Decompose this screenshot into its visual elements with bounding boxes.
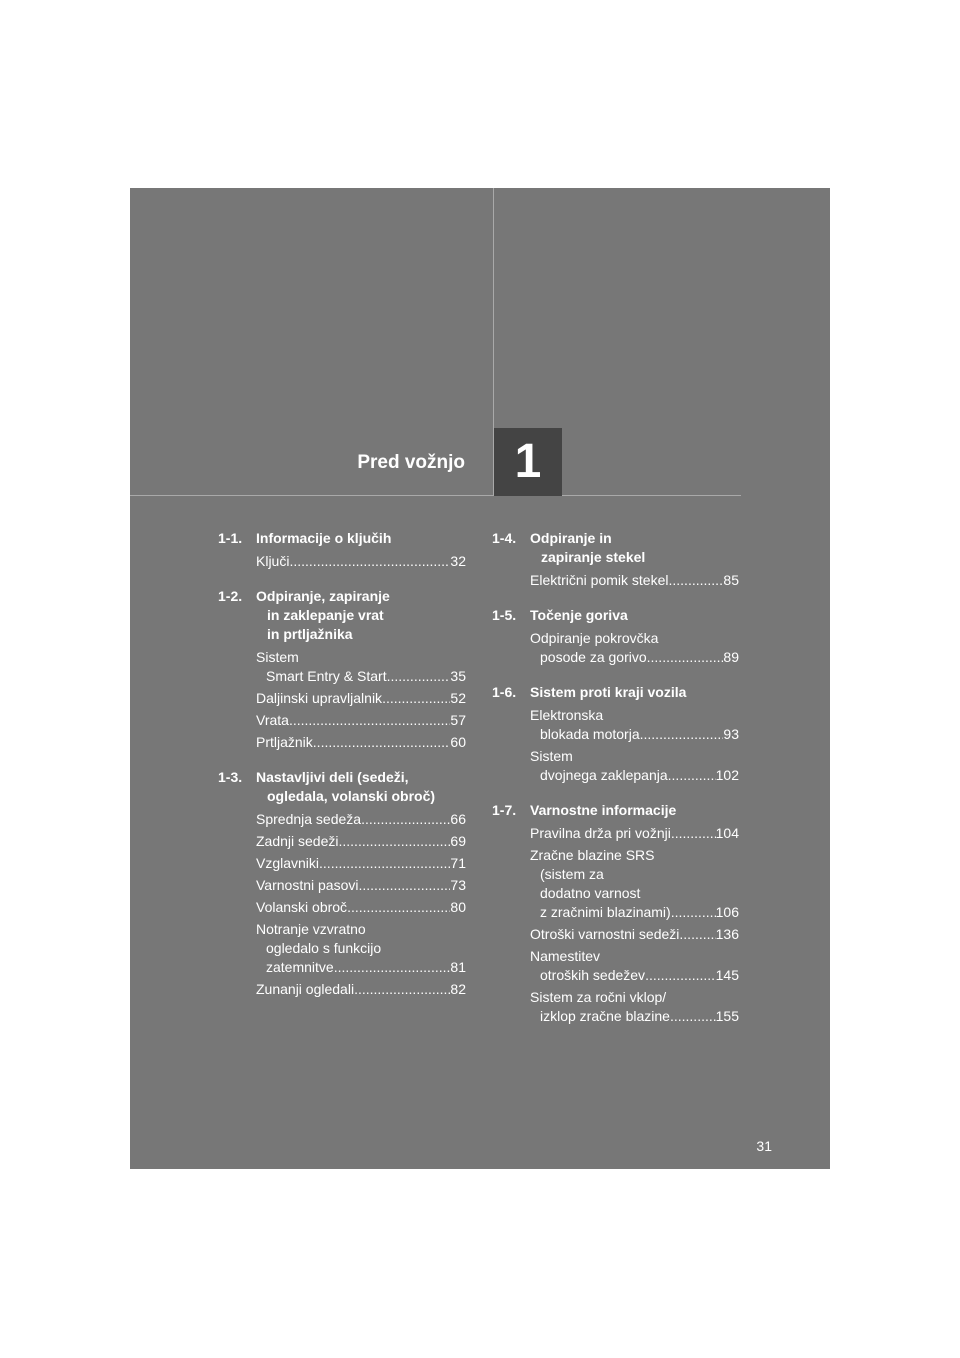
section-title <box>530 801 739 820</box>
dot-leader <box>645 966 716 985</box>
section-heading <box>492 606 739 625</box>
section-number: 1-2. <box>218 588 243 604</box>
entry-page-number: 32 <box>450 553 466 569</box>
section-title <box>530 606 739 625</box>
section-entries <box>256 648 466 752</box>
entry-page-number: 93 <box>723 726 739 742</box>
section-number: 1-6. <box>492 684 517 700</box>
section-title-line: in zaklepanje vrat <box>267 607 384 623</box>
entry-text: Vzglavniki <box>256 855 320 871</box>
entry-last-line <box>256 733 466 752</box>
entry-page-number: 104 <box>715 825 739 841</box>
section-title-line: in prtljažnika <box>267 626 353 642</box>
entry-text-line: dodatno varnost <box>540 885 641 901</box>
toc-entry[interactable] <box>256 876 466 895</box>
section-title <box>530 683 739 702</box>
entry-page-number: 102 <box>715 767 739 783</box>
chapter-title: Pred vožnjo <box>357 452 465 473</box>
entry-page-number: 71 <box>450 855 466 871</box>
entry-page-number: 81 <box>450 959 466 975</box>
toc-entry[interactable] <box>256 810 466 829</box>
toc-section <box>218 768 466 999</box>
section-title-line: Sistem proti kraji vozila <box>530 684 687 700</box>
section-title <box>256 768 466 806</box>
entry-text: Prtljažnik <box>256 734 313 750</box>
entry-page-number: 89 <box>723 649 739 665</box>
entry-page-number: 82 <box>450 981 466 997</box>
dot-leader <box>334 958 451 977</box>
section-heading <box>218 529 466 548</box>
entry-last-line <box>530 966 739 985</box>
toc-entry[interactable] <box>530 747 739 785</box>
entry-last-line <box>530 925 739 944</box>
entry-last-line <box>256 876 466 895</box>
toc-section <box>492 801 739 1026</box>
dot-leader <box>289 552 450 571</box>
toc-left-column <box>218 529 466 1015</box>
section-title-line: Točenje goriva <box>530 607 628 623</box>
dot-leader <box>679 925 715 944</box>
entry-text-line: Sistem za ročni vklop/ <box>530 989 667 1005</box>
entry-last-line <box>256 667 466 686</box>
entry-text: Električni pomik stekel <box>530 572 669 588</box>
entry-text-line: Notranje vzvratno <box>256 921 366 937</box>
dot-leader <box>670 1007 716 1026</box>
toc-section <box>218 529 466 571</box>
section-number: 1-1. <box>218 530 243 546</box>
entry-page-number: 145 <box>715 967 739 983</box>
chapter-number: 1 <box>514 435 542 488</box>
dot-leader <box>313 733 451 752</box>
section-entries <box>530 824 739 1026</box>
entry-page-number: 66 <box>450 811 466 827</box>
dot-leader <box>358 876 450 895</box>
section-title <box>530 529 739 567</box>
entry-last-line <box>256 854 466 873</box>
entry-text: Varnostni pasovi <box>256 877 359 893</box>
dot-leader <box>671 824 716 843</box>
entry-text: Smart Entry & Start <box>266 668 387 684</box>
toc-entry[interactable] <box>256 711 466 730</box>
entry-text-line: Sistem <box>530 748 573 764</box>
entry-text: Zadnji sedeži <box>256 833 339 849</box>
entry-last-line <box>530 648 739 667</box>
entry-page-number: 85 <box>723 572 739 588</box>
toc-entry[interactable] <box>530 629 739 667</box>
section-entries <box>256 552 466 571</box>
entry-last-line <box>256 980 466 999</box>
divider-horizontal <box>130 495 741 496</box>
section-entries <box>530 629 739 667</box>
section-number: 1-3. <box>218 769 243 785</box>
section-entries <box>530 706 739 785</box>
entry-text: Otroški varnostni sedeži <box>530 926 680 942</box>
entry-text-line: Odpiranje pokrovčka <box>530 630 659 646</box>
entry-last-line <box>256 958 466 977</box>
dot-leader <box>647 648 724 667</box>
toc-entry[interactable] <box>530 706 739 744</box>
entry-last-line <box>256 898 466 917</box>
section-title <box>256 587 466 644</box>
entry-text: Daljinski upravljalnik <box>256 690 383 706</box>
section-title-line: Varnostne informacije <box>530 802 677 818</box>
dot-leader <box>387 667 451 686</box>
toc-entry[interactable] <box>256 980 466 999</box>
entry-text-line: ogledalo s funkcijo <box>266 940 382 956</box>
toc-section <box>492 606 739 667</box>
section-title-line: Odpiranje, zapiranje <box>256 588 390 604</box>
entry-page-number: 52 <box>450 690 466 706</box>
toc-entry[interactable] <box>530 947 739 985</box>
toc-entry[interactable] <box>256 920 466 977</box>
chapter-number-box <box>494 428 562 496</box>
dot-leader <box>361 810 450 829</box>
section-heading <box>492 801 739 820</box>
entry-last-line <box>256 711 466 730</box>
dot-leader <box>289 711 450 730</box>
entry-text: Ključi <box>256 553 290 569</box>
section-heading <box>218 768 466 806</box>
dot-leader <box>347 898 450 917</box>
entry-text: zatemnitve <box>266 959 334 975</box>
toc-section <box>218 587 466 752</box>
section-number: 1-7. <box>492 802 517 818</box>
section-title-line: Nastavljivi deli (sedeži, <box>256 769 409 785</box>
toc-entry[interactable] <box>256 854 466 873</box>
section-number: 1-4. <box>492 530 517 546</box>
entry-text: Volanski obroč <box>256 899 348 915</box>
entry-text: otroških sedežev <box>540 967 646 983</box>
toc-entry[interactable] <box>530 571 739 590</box>
entry-last-line <box>256 832 466 851</box>
toc-section <box>492 683 739 785</box>
dot-leader <box>668 766 716 785</box>
entry-last-line <box>530 824 739 843</box>
section-heading <box>492 529 739 567</box>
entry-page-number: 155 <box>715 1008 739 1024</box>
entry-last-line <box>530 571 739 590</box>
toc-entry[interactable] <box>256 648 466 686</box>
entry-text: Sprednja sedeža <box>256 811 362 827</box>
entry-page-number: 69 <box>450 833 466 849</box>
toc-entry[interactable] <box>530 988 739 1026</box>
entry-text-line: Sistem <box>256 649 299 665</box>
entry-page-number: 80 <box>450 899 466 915</box>
dot-leader <box>671 903 716 922</box>
page-number: 31 <box>756 1138 772 1154</box>
entry-last-line <box>530 725 739 744</box>
section-number: 1-5. <box>492 607 517 623</box>
entry-page-number: 60 <box>450 734 466 750</box>
entry-text-line: Namestitev <box>530 948 601 964</box>
dot-leader <box>669 571 724 590</box>
entry-page-number: 73 <box>450 877 466 893</box>
section-heading <box>218 587 466 644</box>
entry-last-line <box>530 766 739 785</box>
toc-entry[interactable] <box>530 846 739 922</box>
toc-entry[interactable] <box>256 689 466 708</box>
entry-last-line <box>256 552 466 571</box>
entry-last-line <box>530 903 739 922</box>
entry-text: z zračnimi blazinami) <box>540 904 671 920</box>
section-title-line: zapiranje stekel <box>541 549 646 565</box>
dot-leader <box>319 854 450 873</box>
toc-entry[interactable] <box>530 824 739 843</box>
entry-last-line <box>530 1007 739 1026</box>
toc-entry[interactable] <box>256 733 466 752</box>
toc-right-column <box>492 529 739 1042</box>
entry-text: izklop zračne blazine <box>540 1008 670 1024</box>
section-title-line: Odpiranje in <box>530 530 612 546</box>
entry-text: Zunanji ogledali <box>256 981 355 997</box>
entry-text-line: (sistem za <box>540 866 604 882</box>
dot-leader <box>354 980 450 999</box>
toc-entry[interactable] <box>256 898 466 917</box>
section-title-line: Informacije o ključih <box>256 530 392 546</box>
section-entries <box>256 810 466 999</box>
dot-leader <box>640 725 724 744</box>
entry-text-line: Elektronska <box>530 707 604 723</box>
entry-text-line: Zračne blazine SRS <box>530 847 655 863</box>
entry-text: Vrata <box>256 712 289 728</box>
entry-last-line <box>256 689 466 708</box>
dot-leader <box>382 689 450 708</box>
entry-page-number: 57 <box>450 712 466 728</box>
section-title <box>256 529 466 548</box>
entry-page-number: 136 <box>715 926 739 942</box>
dot-leader <box>339 832 451 851</box>
entry-page-number: 106 <box>715 904 739 920</box>
section-entries <box>530 571 739 590</box>
section-heading <box>492 683 739 702</box>
entry-last-line <box>256 810 466 829</box>
toc-entry[interactable] <box>256 552 466 571</box>
entry-text: Pravilna drža pri vožnji <box>530 825 671 841</box>
entry-text: blokada motorja <box>540 726 640 742</box>
entry-text: posode za gorivo <box>540 649 647 665</box>
section-title-line: ogledala, volanski obroč) <box>267 788 436 804</box>
entry-page-number: 35 <box>450 668 466 684</box>
toc-entry[interactable] <box>256 832 466 851</box>
entry-text: dvojnega zaklepanja <box>540 767 668 783</box>
toc-entry[interactable] <box>530 925 739 944</box>
toc-section <box>492 529 739 590</box>
